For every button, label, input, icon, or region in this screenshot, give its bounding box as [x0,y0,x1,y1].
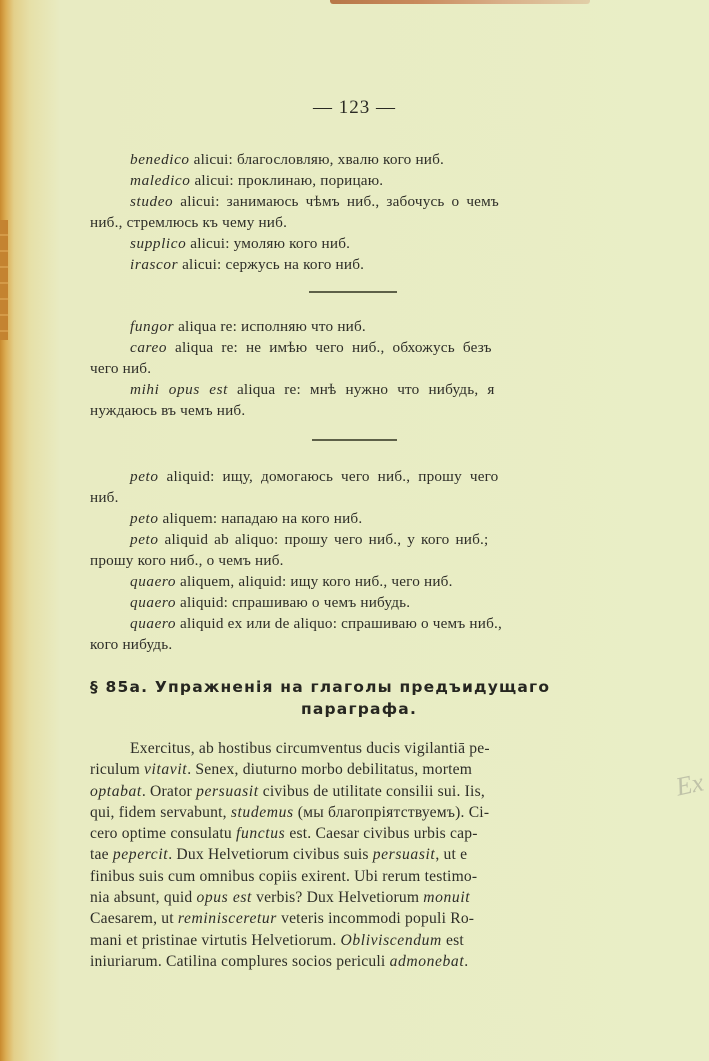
verb: benedico [130,151,190,168]
gloss: alicui: сержусь на кого ниб. [178,256,365,273]
verb-form: functus [236,825,286,843]
text: . Orator [141,782,197,800]
gloss: alicui: проклинаю, порицаю. [190,172,384,189]
text: iniuriarum. Catilina complures socios periculi [90,952,390,970]
verb-form: persuasit [372,846,436,864]
text: Exercitus, ab hostibus circumventus ducis vigilantiā pe- [130,740,490,757]
verb: quaero [130,615,177,632]
gloss: alicui: умоляю кого ниб. [186,235,351,252]
exercise-line [90,781,628,802]
text: Caesarem, ut [90,910,178,928]
verb: careo [130,339,168,356]
entry [90,529,628,550]
verb: studeo [130,193,174,210]
entry [90,613,628,634]
text: . Senex, diuturno morbo debilitatus, mortem [187,761,473,779]
gloss: aliquid ex или de aliquo: спрашиваю о чемъ ниб., [176,615,502,632]
verb-list-dative [90,149,628,275]
entry-continuation: кого нибудь. [90,636,173,653]
verb-form: pepercit [112,846,169,864]
entry [90,170,628,191]
verb-form: optabat [90,782,142,800]
verb-form: reminisceretur [177,910,277,928]
entry [90,233,628,254]
verb-form: monuit [423,889,471,907]
exercise-line [90,759,628,780]
entry [90,149,628,170]
verb: peto [130,510,159,527]
page-top-edge [330,0,590,4]
text: . [464,952,469,970]
verb: maledico [130,172,191,189]
entry-continuation: ниб., стремлюсь къ чему ниб. [90,214,288,231]
entry [90,508,628,529]
entry [90,191,628,212]
verb-form: Obliviscendum [340,931,442,949]
entry [90,592,628,613]
entry [90,337,628,358]
text: civibus de utilitate consilii sui. Iis, [258,782,485,800]
verb: irascor [130,256,179,273]
gloss: aliquid: спрашиваю о чемъ нибудь. [176,594,411,611]
verb-form: studemus [230,803,294,821]
entry-continuation: ниб. [90,489,119,506]
verb: mihi opus est [130,381,228,398]
gloss: alicui: занимаюсь чѣмъ ниб., забочусь о чемъ [173,193,499,210]
verb: peto [130,531,159,548]
text: cero optime consulatu [90,825,237,843]
text: , ut e [435,846,468,864]
gloss: aliquem, aliquid: ищу кого ниб., чего ниб. [176,573,453,590]
text: qui, fidem servabunt, [90,803,231,821]
heading-line-1: § 85а. Упражненія на глаголы предъидущаго [90,678,551,696]
entry [90,316,628,337]
text: est [441,931,464,949]
gloss: aliquid: ищу, домогаюсь чего ниб., прошу чего [158,468,499,485]
gloss: aliquem: нападаю на кого ниб. [158,510,363,527]
text: mani et pristinae virtutis Helvetiorum. [90,931,341,949]
exercise-line [90,866,628,887]
gloss: aliquid ab aliquo: прошу чего ниб., у кого ниб.; [158,531,489,548]
exercise-line [90,738,628,759]
verb-form: opus est [196,889,252,907]
exercise-line [90,930,628,951]
text: tae [90,846,113,864]
text: finibus suis cum omnibus copiis exirent. Ubi rerum testimo- [90,867,478,885]
gloss: alicui: благословляю, хвалю кого ниб. [189,151,445,168]
entry [90,254,628,275]
entry-continuation: прошу кого ниб., о чемъ ниб. [90,552,284,569]
gloss: aliqua re: исполняю что ниб. [174,318,366,335]
entry [90,466,628,487]
verb-form: persuasit [196,782,259,800]
exercise-line [90,951,628,972]
verb-list-ablative [90,316,628,421]
verb-form: vitavit [144,761,188,779]
verb: quaero [130,594,177,611]
verb-list-accusative [90,466,628,655]
verb: peto [130,468,159,485]
text: est. Caesar civibus urbis cap- [285,825,478,843]
section-heading [90,676,628,720]
text: nia absunt, quid [90,889,197,907]
exercise-paragraph [90,738,628,972]
verb-form: admonebat [389,952,465,970]
heading-line-2: параграфа. [300,700,418,718]
exercise-line [90,908,628,929]
exercise-line [90,887,628,908]
entry-continuation: чего ниб. [90,360,152,377]
text: verbis? Dux Helvetiorum [251,889,424,907]
exercise-line [90,844,628,865]
text: . Dux Helvetiorum civibus suis [168,846,373,864]
section-divider [312,439,397,441]
exercise-line [90,823,628,844]
section-divider [309,291,397,293]
text: (мы благопріятствуемъ). Ci- [293,803,490,821]
verb: fungor [130,318,175,335]
exercise-line [90,802,628,823]
text: riculum [90,761,145,779]
text: veteris incommodi populi Ro- [276,910,475,928]
pencil-annotation: Ex [672,767,706,802]
entry [90,571,628,592]
entry [90,379,628,400]
page-number: — 123 — [313,97,396,118]
verb: supplico [130,235,187,252]
binding-edge [0,220,8,340]
verb: quaero [130,573,177,590]
entry-continuation: нуждаюсь въ чемъ ниб. [90,402,246,419]
gloss: aliqua re: мнѣ нужно что нибудь, я [227,381,495,398]
gloss: aliqua re: не имѣю чего ниб., обхожусь безъ [167,339,492,356]
